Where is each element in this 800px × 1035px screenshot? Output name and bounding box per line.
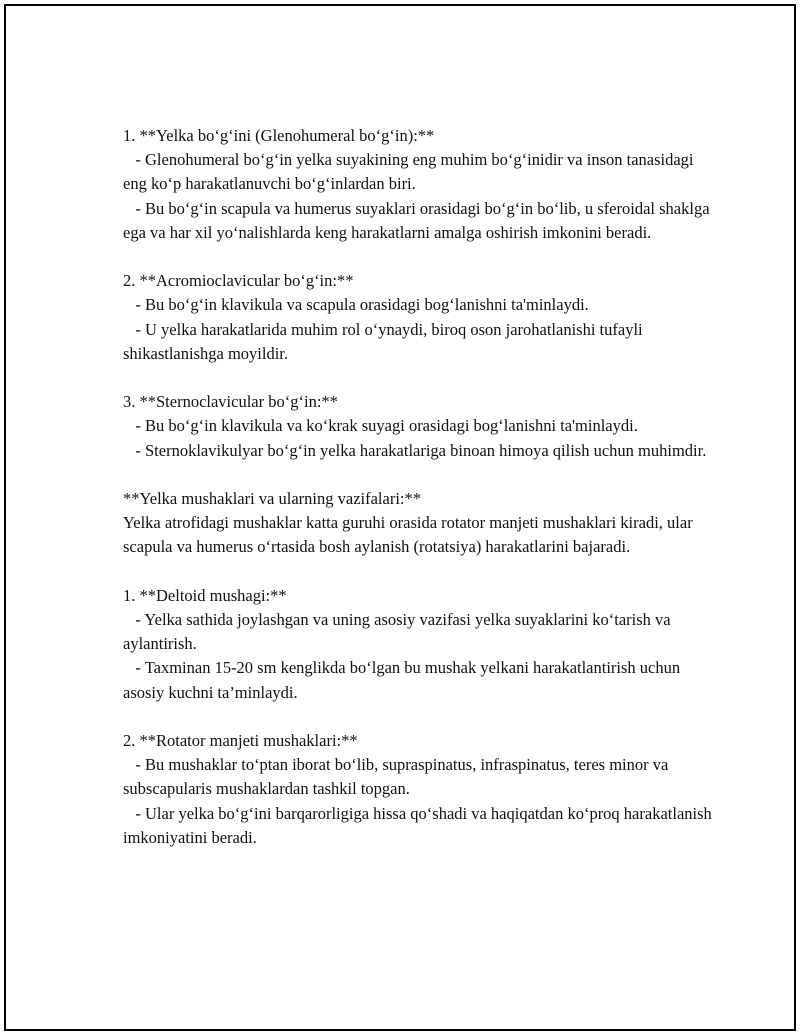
section-heading: 1. **Deltoid mushagi:** [123,585,287,605]
document-body [123,124,716,850]
section-heading: 3. **Sternoclavicular bo‘g‘in:** [123,392,338,412]
list-item: - Ular yelka bo‘g‘ini barqarorligiga hissa qo‘shadi va haqiqatdan ko‘proq harakatlanish imkoniyatini beradi. [123,803,716,847]
list-item: - Bu mushaklar to‘ptan iborat bo‘lib, supraspinatus, infraspinatus, teres minor va subscapularis mushaklardan tashkil topgan. [123,755,673,799]
paragraph-gap [123,245,713,269]
list-item: - Yelka sathida joylashgan va uning asosiy vazifasi yelka suyaklarini ko‘tarish va aylantirish. [123,610,675,654]
section-heading: **Yelka mushaklari va ularning vazifalari:** [123,489,421,508]
section-acromioclavicular [123,269,713,366]
list-item: - Bu bo‘g‘in scapula va humerus suyaklari orasidagi bo‘g‘in bo‘lib, u sferoidal shaklga ega va har xil yo‘nalishlarda keng harakatlarni amalga oshirish imkonini beradi. [123,198,714,242]
body-paragraph: Yelka atrofidagi mushaklar katta guruhi orasida rotator manjeti mushaklari kiradi, ular scapula va humerus o‘rtasida bosh aylanish (rotatsiya) harakatlarini bajaradi. [123,513,697,557]
section-sternoclavicular [123,390,713,463]
section-heading: 2. **Acromioclavicular bo‘g‘in:** [123,271,354,291]
section-deltoid [123,584,713,705]
list-item: - Taxminan 15-20 sm kenglikda bo‘lgan bu mushak yelkani harakatlantirish uchun asosiy kuchni ta’minlaydi. [123,658,685,702]
section-heading: 2. **Rotator manjeti mushaklari:** [123,731,358,750]
section-muscles-overview [123,487,713,560]
paragraph-gap [123,705,713,729]
paragraph-gap [123,366,713,390]
list-item: - Sternoklavikulyar bo‘g‘in yelka harakatlariga binoan himoya qilish uchun muhimdir. [123,440,707,460]
paragraph-gap [123,463,713,487]
list-item: - Bu bo‘g‘in klavikula va ko‘krak suyagi orasidagi bog‘lanishni ta'minlaydi. [123,416,638,436]
list-item: - U yelka harakatlarida muhim rol o‘ynaydi, biroq oson jarohatlanishi tufayli shikastlanishga moyildir. [123,319,647,363]
section-glenohumeral [123,124,713,245]
list-item: - Glenohumeral bo‘g‘in yelka suyakining eng muhim bo‘g‘inidir va inson tanasidagi eng ko‘p harakatlanuvchi bo‘g‘inlardan biri. [123,150,698,194]
section-heading: 1. **Yelka bo‘g‘ini (Glenohumeral bo‘g‘in):** [123,126,435,145]
page-frame [4,4,796,1031]
list-item: - Bu bo‘g‘in klavikula va scapula orasidagi bog‘lanishni ta'minlaydi. [123,295,589,315]
section-rotator-cuff [123,729,716,850]
paragraph-gap [123,560,713,584]
